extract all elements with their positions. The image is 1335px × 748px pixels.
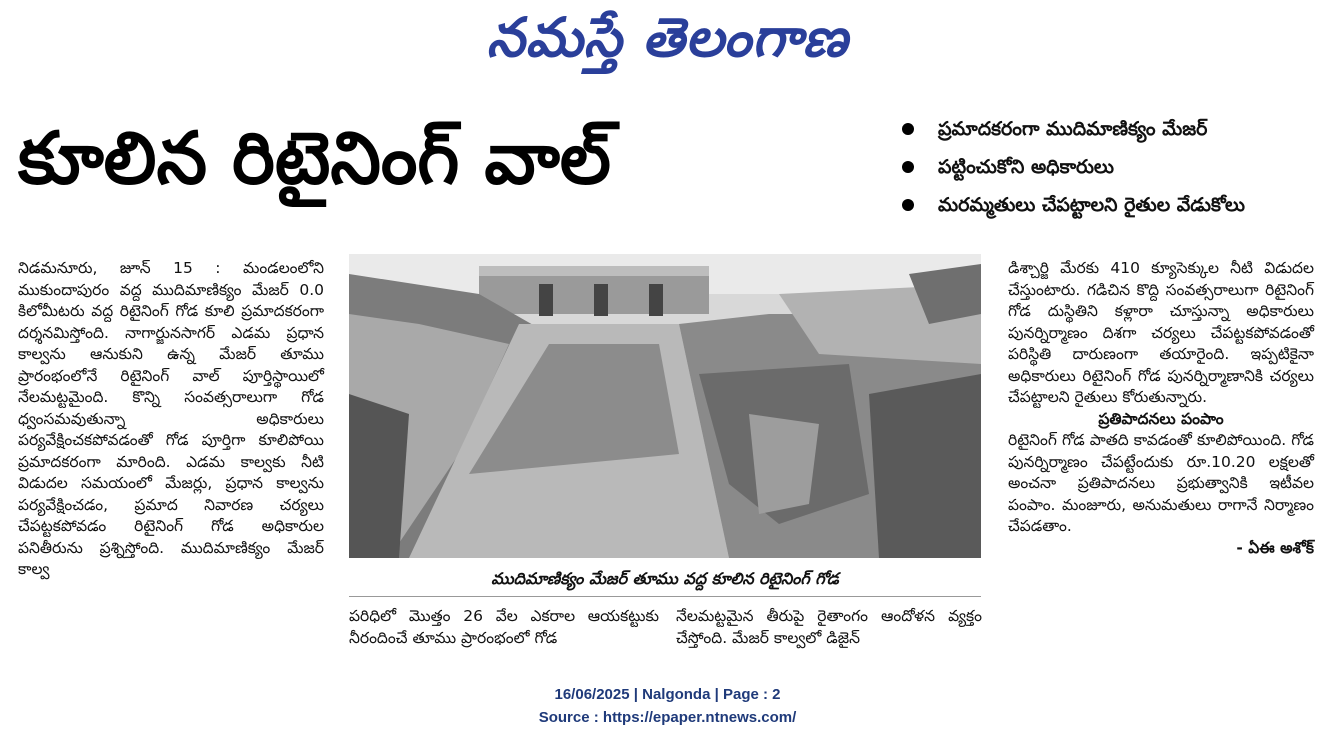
bullet-text: మరమ్మతులు చేపట్టాలని రైతుల వేడుకోలు [938,194,1245,216]
footer-date-edition: 16/06/2025 | Nalgonda | Page : 2 [554,686,781,703]
headline: కూలిన రిటైనింగ్ వాల్ [18,116,611,200]
subhead-bullets [898,110,1328,224]
footer-source-link[interactable]: Source : https://epaper.ntnews.com/ [538,709,797,726]
bullet-dot-icon [902,123,914,135]
article-column-bottom-left [349,606,659,649]
article-paragraph: నేలమట్టమైన తీరుపై రైతాంగం ఆందోళన వ్యక్తం చేస్తోంది. మేజర్ కాల్వలో డిజైన్ [676,607,982,647]
bullet-item [898,110,1328,148]
article-paragraph: డిశ్చార్జి మేరకు 410 క్యూసెక్కుల నీటి విడుదల చేస్తుంటారు. గడిచిన కొద్ది సంవత్సరాలుగా రిటైనింగ్ గోడ దుస్థితిని కళ్లారా చూస్తున్నా అధికారులు పునర్నిర్మాణం దిశగా చర్యలు చేపట్టకపోవడంతో పరిస్థితి దారుణంగా తయారైంది. ఇప్పటికైనా అధికారులు రిటైనింగ్ గోడ పునర్నిర్మాణానికి చర్యలు చేపట్టాలని రైతులు కోరుతున్నారు. [1008,259,1314,406]
article-column-bottom-right [676,606,982,649]
article-column-left [18,258,324,581]
bullet-item [898,186,1328,224]
article-byline: - ఏఈ అశోక్ [1236,538,1314,557]
bullet-text: ప్రమాదకరంగా ముదిమాణిక్యం మేజర్ [938,118,1208,140]
bullet-dot-icon [902,161,914,173]
masthead-logo: నమస్తే తెలంగాణ [486,5,849,69]
bullet-text: పట్టించుకోని అధికారులు [938,156,1114,178]
article-paragraph: రిటైనింగ్ గోడ పాతది కావడంతో కూలిపోయింది. గోడ పునర్నిర్మాణం చేపట్టేందుకు రూ.10.20 లక్షలతో అంచనా ప్రతిపాదనలు ప్రభుత్వానికి ఇటీవల పంపాం. మంజూరు, అనుమతులు రాగానే నిర్మాణం చేపడతాం. [1008,431,1314,535]
canal-photo-image [349,254,981,558]
photo-caption: ముదిమాణిక్యం మేజర్ తూము వద్ద కూలిన రిటైనింగ్ గోడ [349,562,981,597]
article-column-right [1008,258,1314,559]
bullet-item [898,148,1328,186]
article-photo [349,254,981,558]
bullet-dot-icon [902,199,914,211]
article-paragraph: నిడమనూరు, జూన్ 15 : మండలంలోని ముకుందాపురం వద్ద ముదిమాణిక్యం మేజర్ 0.0 కిలోమీటరు వద్ద రిటైనింగ్ గోడ కూలి ప్రమాదకరంగా దర్శనమిస్తోంది. నాగార్జునసాగర్ ఎడమ ప్రధాన కాల్వను ఆనుకుని ఉన్న మేజర్ తూము ప్రారంభంలోనే రిటైనింగ్ వాల్ పూర్తిస్థాయిలో నేలమట్టమైంది. కొన్ని సంవత్సరాలుగా గోడ ధ్వంసమవుతున్నా అధికారులు పర్యవేక్షించకపోవడంతో గోడ పూర్తిగా కూలిపోయి ప్రమాదకరంగా మారింది. ఎడమ కాల్వకు నీటి విడుదల సమయంలో మేజర్లు, ప్రధాన కాల్వను పర్యవేక్షించడం, ప్రమాద నివారణ చర్యలు చేపట్టకపోవడం రిటైనింగ్ గోడ అధికారుల పనితీరును ప్రశ్నిస్తోంది. ముదిమాణిక్యం మేజర్ కాల్వ [18,259,324,578]
article-paragraph: పరిధిలో మొత్తం 26 వేల ఎకరాల ఆయకట్టుకు నీరందించే తూము ప్రారంభంలో గోడ [349,607,659,647]
article-subheading: ప్రతిపాదనలు పంపాం [1098,409,1224,428]
